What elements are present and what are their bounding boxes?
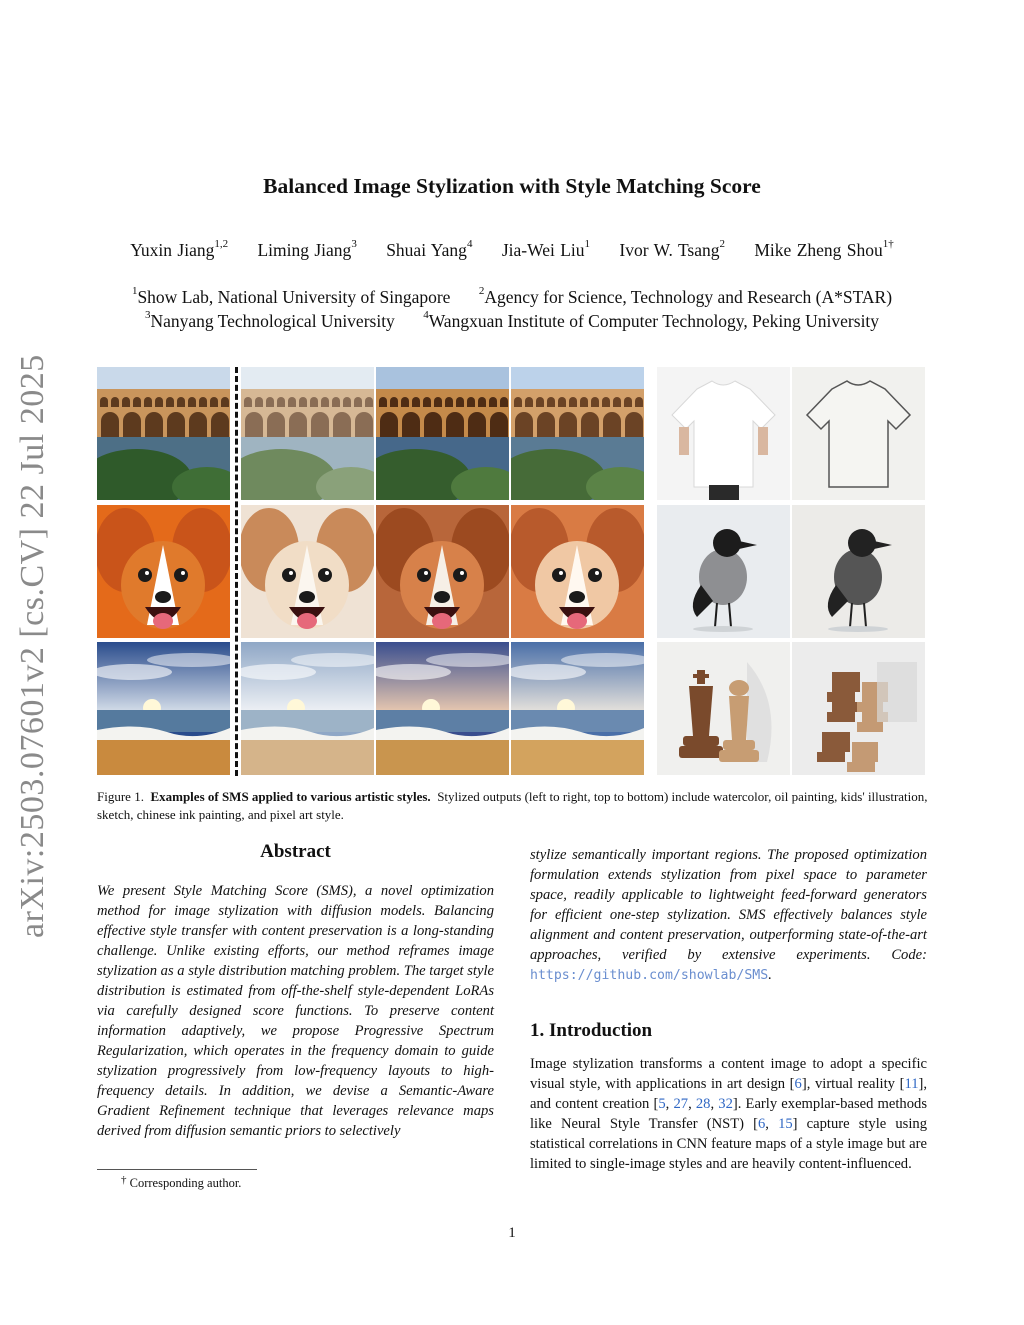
- author: Mike Zheng Shou$^{1\dagger}$: [754, 238, 894, 260]
- affiliations-line-2: [0, 311, 1024, 332]
- figure-tile-aqueduct-kids: [511, 367, 644, 500]
- affiliation: $^3$Nanyang Technological University: [144, 309, 395, 331]
- figure-1: [97, 367, 927, 776]
- citation-link[interactable]: 27: [673, 1096, 689, 1112]
- figure-tile-crow-ink: [792, 505, 925, 638]
- figure-tile-dog-oil: [376, 505, 509, 638]
- section-heading-introduction: 1. Introduction: [530, 1020, 653, 1041]
- figure-tile-beach-photo: [97, 642, 230, 775]
- abstract-heading: Abstract: [260, 841, 331, 862]
- figure-tile-beach-watercolor: [241, 642, 374, 775]
- citation-link[interactable]: 32: [718, 1096, 733, 1112]
- figure-tile-crow-photo: [657, 505, 790, 638]
- figure-tile-tshirt-sketch: [792, 367, 925, 500]
- citation-link[interactable]: 11: [904, 1076, 919, 1092]
- figure-tile-chess-photo: [657, 642, 790, 775]
- arxiv-stamp: arXiv:2503.07601v2 [cs.CV] 22 Jul 2025: [14, 354, 51, 938]
- code-link[interactable]: https://github.com/showlab/SMS: [530, 968, 769, 983]
- footnote: † Corresponding author.: [121, 1174, 242, 1190]
- figure-tile-aqueduct-photo: [97, 367, 230, 500]
- page-number: 1: [508, 1225, 516, 1241]
- affiliations-line-1: [0, 287, 1024, 308]
- figure-tile-tshirt-photo: [657, 367, 790, 500]
- figure-tile-aqueduct-oil: [376, 367, 509, 500]
- citation-link[interactable]: 6: [794, 1076, 802, 1092]
- footnote-rule: [97, 1169, 257, 1170]
- author: Ivor W. Tsang$^2$: [619, 238, 725, 260]
- author: Yuxin Jiang$^{1,2}$: [130, 238, 229, 260]
- citation-link[interactable]: 28: [695, 1096, 711, 1112]
- affiliation: $^2$Agency for Science, Technology and Research (A*STAR): [478, 285, 893, 307]
- figure-tile-aqueduct-watercolor: [241, 367, 374, 500]
- introduction-text: Image stylization transforms a content image to adopt a specific visual style, with applications in art design [6], virtual reality [11], and content creation [5, 27, 28, 32]. Early exemplar-based methods like Neural Style Transfer (NST) [6, 15] capture style using statistical correlations in CNN feature maps of a style image but are limited to single-image styles and are heavily content-influenced.: [530, 1056, 928, 1172]
- affiliation: $^4$Wangxuan Institute of Computer Technology, Peking University: [423, 309, 880, 331]
- figure-tile-dog-watercolor: [241, 505, 374, 638]
- citation-link[interactable]: 15: [778, 1116, 793, 1132]
- paper-title: Balanced Image Stylization with Style Matching Score: [263, 174, 761, 198]
- affiliation: $^1$Show Lab, National University of Singapore: [131, 285, 451, 307]
- author: Jia-Wei Liu$^1$: [501, 238, 591, 260]
- author-list: [0, 240, 1024, 261]
- figure-tile-dog-photo: [97, 505, 230, 638]
- author: Shuai Yang$^4$: [386, 238, 473, 260]
- citation-link[interactable]: 5: [658, 1096, 666, 1112]
- figure-tile-dog-kids: [511, 505, 644, 638]
- figure-caption: Figure 1. Examples of SMS applied to various artistic styles. Stylized outputs (left to right, top to bottom) include watercolor, oil painting, kids' illustration, sketch, chinese ink painting, and pixel art style.: [97, 789, 928, 822]
- citation-link[interactable]: 6: [757, 1116, 766, 1132]
- figure-tile-chess-pixel: [792, 642, 925, 775]
- abstract-text-right: stylize semantically important regions. The proposed optimization formulation extends stylization from pixel space to parameter space, readily applicable to lightweight feed-forward generators for efficient one-step stylization. SMS effectively balances style alignment and content preservation, outperforming state-of-the-art approaches, verified by extensive experiments. Code: https://github.com/showlab/SMS.: [530, 847, 927, 983]
- abstract-text-left: We present Style Matching Score (SMS), a novel optimization method for image stylization with diffusion models. Balancing effective style transfer with content preservation is a long-standing challenge. Unlike existing efforts, our method reframes image stylization as a style distribution matching problem. The target style distribution is estimated from off-the-shelf style-dependent LoRAs via carefully designed score functions. To preserve content information adaptively, we propose Progressive Spectrum Regularization, which operates in the frequency domain to guide stylization progressively from low-frequency layouts to high-frequency details. In addition, we devise a Semantic-Aware Gradient Refinement technique that leverages relevance maps derived from diffusion semantic priors to selectively: [97, 883, 494, 1139]
- author: Liming Jiang$^3$: [257, 238, 357, 260]
- figure-divider: [235, 367, 238, 776]
- figure-tile-beach-kids: [511, 642, 644, 775]
- figure-tile-beach-oil: [376, 642, 509, 775]
